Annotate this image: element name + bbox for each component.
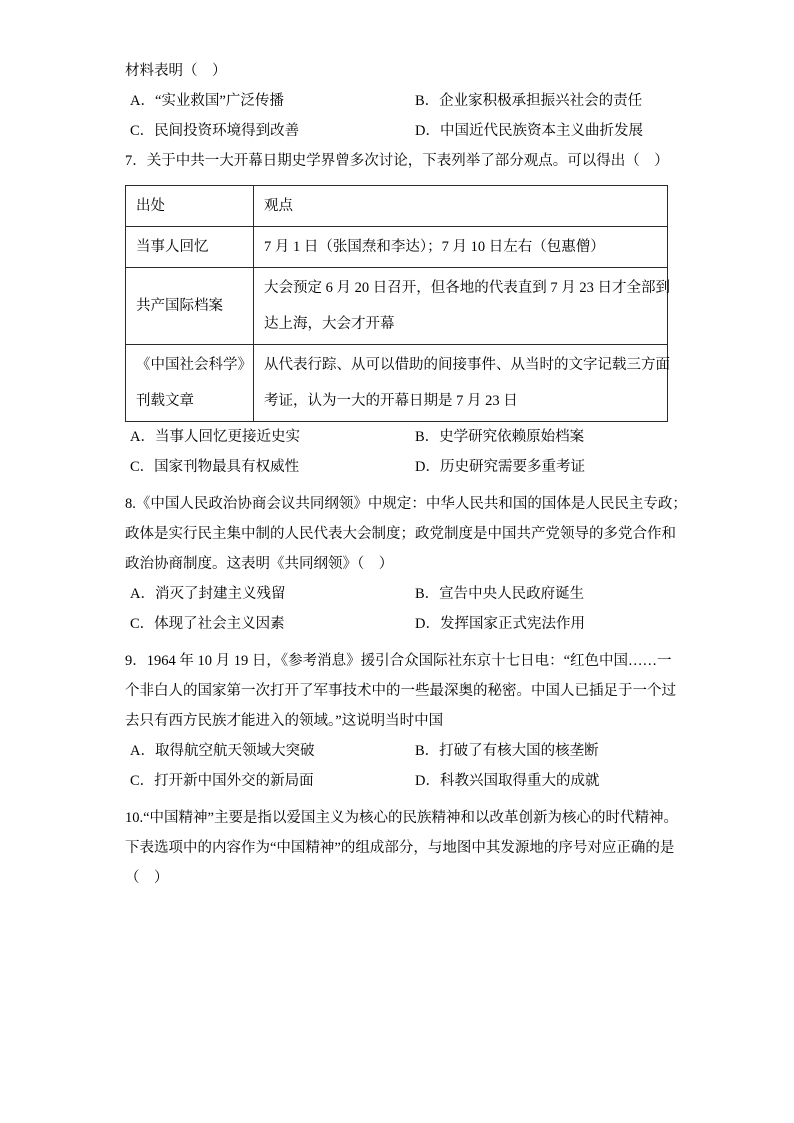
q7-table-header-source-cell — [126, 186, 254, 227]
q7-row1-source: 当事人回忆 — [136, 239, 209, 255]
page-content — [125, 56, 687, 893]
q9-option-d: D．科教兴国取得重大的成就 — [415, 773, 600, 789]
q7-row2-viewpoint-line-1: 大会预定 6 月 20 日召开，但各地的代表直到 7 月 23 日才全部到 — [264, 280, 670, 296]
q7-viewpoints-table — [125, 185, 668, 422]
q9-option-c: C．打开新中国外交的新局面 — [130, 773, 314, 789]
q7-row1-viewpoint-cell — [254, 227, 668, 268]
q7-row3-source-line-1: 《中国社会科学》 — [136, 357, 252, 373]
q7-table-row-3 — [126, 345, 668, 422]
q7-row1-source-cell — [126, 227, 254, 268]
q7-option-a: A．当事人回忆更接近史实 — [130, 429, 300, 445]
q7-row2-source: 共产国际档案 — [136, 298, 223, 314]
q7-row3-viewpoint-line-2: 考证，认为一大的开幕日期是 7 月 23 日 — [264, 393, 518, 409]
q9-option-a: A．取得航空航天领域大突破 — [130, 743, 315, 759]
q7-option-c: C．国家刊物最具有权威性 — [130, 459, 300, 475]
q6-option-d: D．中国近代民族资本主义曲折发展 — [415, 123, 643, 139]
q7-row3-source-cell — [126, 345, 254, 422]
q6-option-b: B．企业家积极承担振兴社会的责任 — [415, 93, 643, 109]
q9-stem-line-1: 9．1964 年 10 月 19 日，《参考消息》援引合众国际社东京十七日电：“红色中国……一 — [125, 653, 672, 669]
q7-row3-viewpoint-cell — [254, 345, 668, 422]
q7-row3-source-line-2: 刊载文章 — [136, 393, 194, 409]
q7-options-row-1 — [125, 422, 668, 452]
q6-options-row-2 — [125, 116, 668, 146]
q10-stem-line-1: 10.“中国精神”主要是指以爱国主义为核心的民族精神和以改革创新为核心的时代精神。 — [125, 810, 678, 826]
q7-option-b: B．史学研究依赖原始档案 — [415, 429, 585, 445]
q9-stem-line-2: 个非白人的国家第一次打开了军事技术中的一些最深奥的秘密。中国人已插足于一个过 — [125, 683, 676, 699]
q8-option-b: B．宣告中央人民政府诞生 — [415, 586, 585, 602]
q7-row1-viewpoint: 7 月 1 日（张国焘和李达）；7 月 10 日左右（包惠僧） — [264, 239, 605, 255]
q8-option-a: A．消灭了封建主义残留 — [130, 586, 286, 602]
q7-options-row-2 — [125, 452, 668, 482]
q9-options-row-2 — [125, 766, 668, 796]
q8-option-d: D．发挥国家正式宪法作用 — [415, 616, 585, 632]
q7-table-header-viewpoint-cell — [254, 186, 668, 227]
q7-row2-viewpoint-cell — [254, 268, 668, 345]
question-10 — [125, 803, 678, 893]
q9-options-row-1 — [125, 736, 668, 766]
q10-stem-line-2: 下表选项中的内容作为“中国精神”的组成部分，与地图中其发源地的序号对应正确的是 — [125, 840, 675, 856]
q7-table-row-1 — [126, 227, 668, 268]
q8-options-row-1 — [125, 579, 668, 609]
question-7 — [125, 146, 668, 482]
q7-table-header-viewpoint: 观点 — [264, 198, 293, 214]
q8-options-row-2 — [125, 609, 668, 639]
q9-stem-line-3: 去只有西方民族才能进入的领域。”这说明当时中国 — [125, 713, 444, 729]
q10-stem-line-3: （ ） — [125, 870, 169, 886]
q7-row2-viewpoint-line-2: 达上海，大会才开幕 — [264, 316, 395, 332]
q7-option-d: D．历史研究需要多重考证 — [415, 459, 585, 475]
q7-table-header-row — [126, 186, 668, 227]
q7-table-row-2 — [126, 268, 668, 345]
q8-stem-line-2: 政体是实行民主集中制的人民代表大会制度；政党制度是中国共产党领导的多党合作和 — [125, 526, 676, 542]
question-8 — [125, 489, 687, 639]
q8-stem-line-3: 政治协商制度。这表明《共同纲领》（ ） — [125, 556, 394, 572]
question-6-continuation — [125, 56, 668, 146]
q6-stem: 材料表明（ ） — [125, 63, 227, 79]
q9-option-b: B．打破了有核大国的核垄断 — [415, 743, 599, 759]
q8-option-c: C．体现了社会主义因素 — [130, 616, 285, 632]
q8-stem-line-1: 8.《中国人民政治协商会议共同纲领》中规定：中华人民共和国的国体是人民民主专政； — [125, 496, 687, 512]
q6-option-c: C．民间投资环境得到改善 — [130, 123, 300, 139]
q6-option-a: A．“实业救国”广泛传播 — [130, 93, 284, 109]
q7-table-header-source: 出处 — [136, 198, 165, 214]
q7-row2-source-cell — [126, 268, 254, 345]
question-9 — [125, 646, 676, 796]
q6-options-row-1 — [125, 86, 668, 116]
q7-stem: 7．关于中共一大开幕日期史学界曾多次讨论，下表列举了部分观点。可以得出（ ） — [125, 153, 669, 169]
q7-row3-viewpoint-line-1: 从代表行踪、从可以借助的间接事件、从当时的文字记载三方面 — [264, 357, 670, 373]
